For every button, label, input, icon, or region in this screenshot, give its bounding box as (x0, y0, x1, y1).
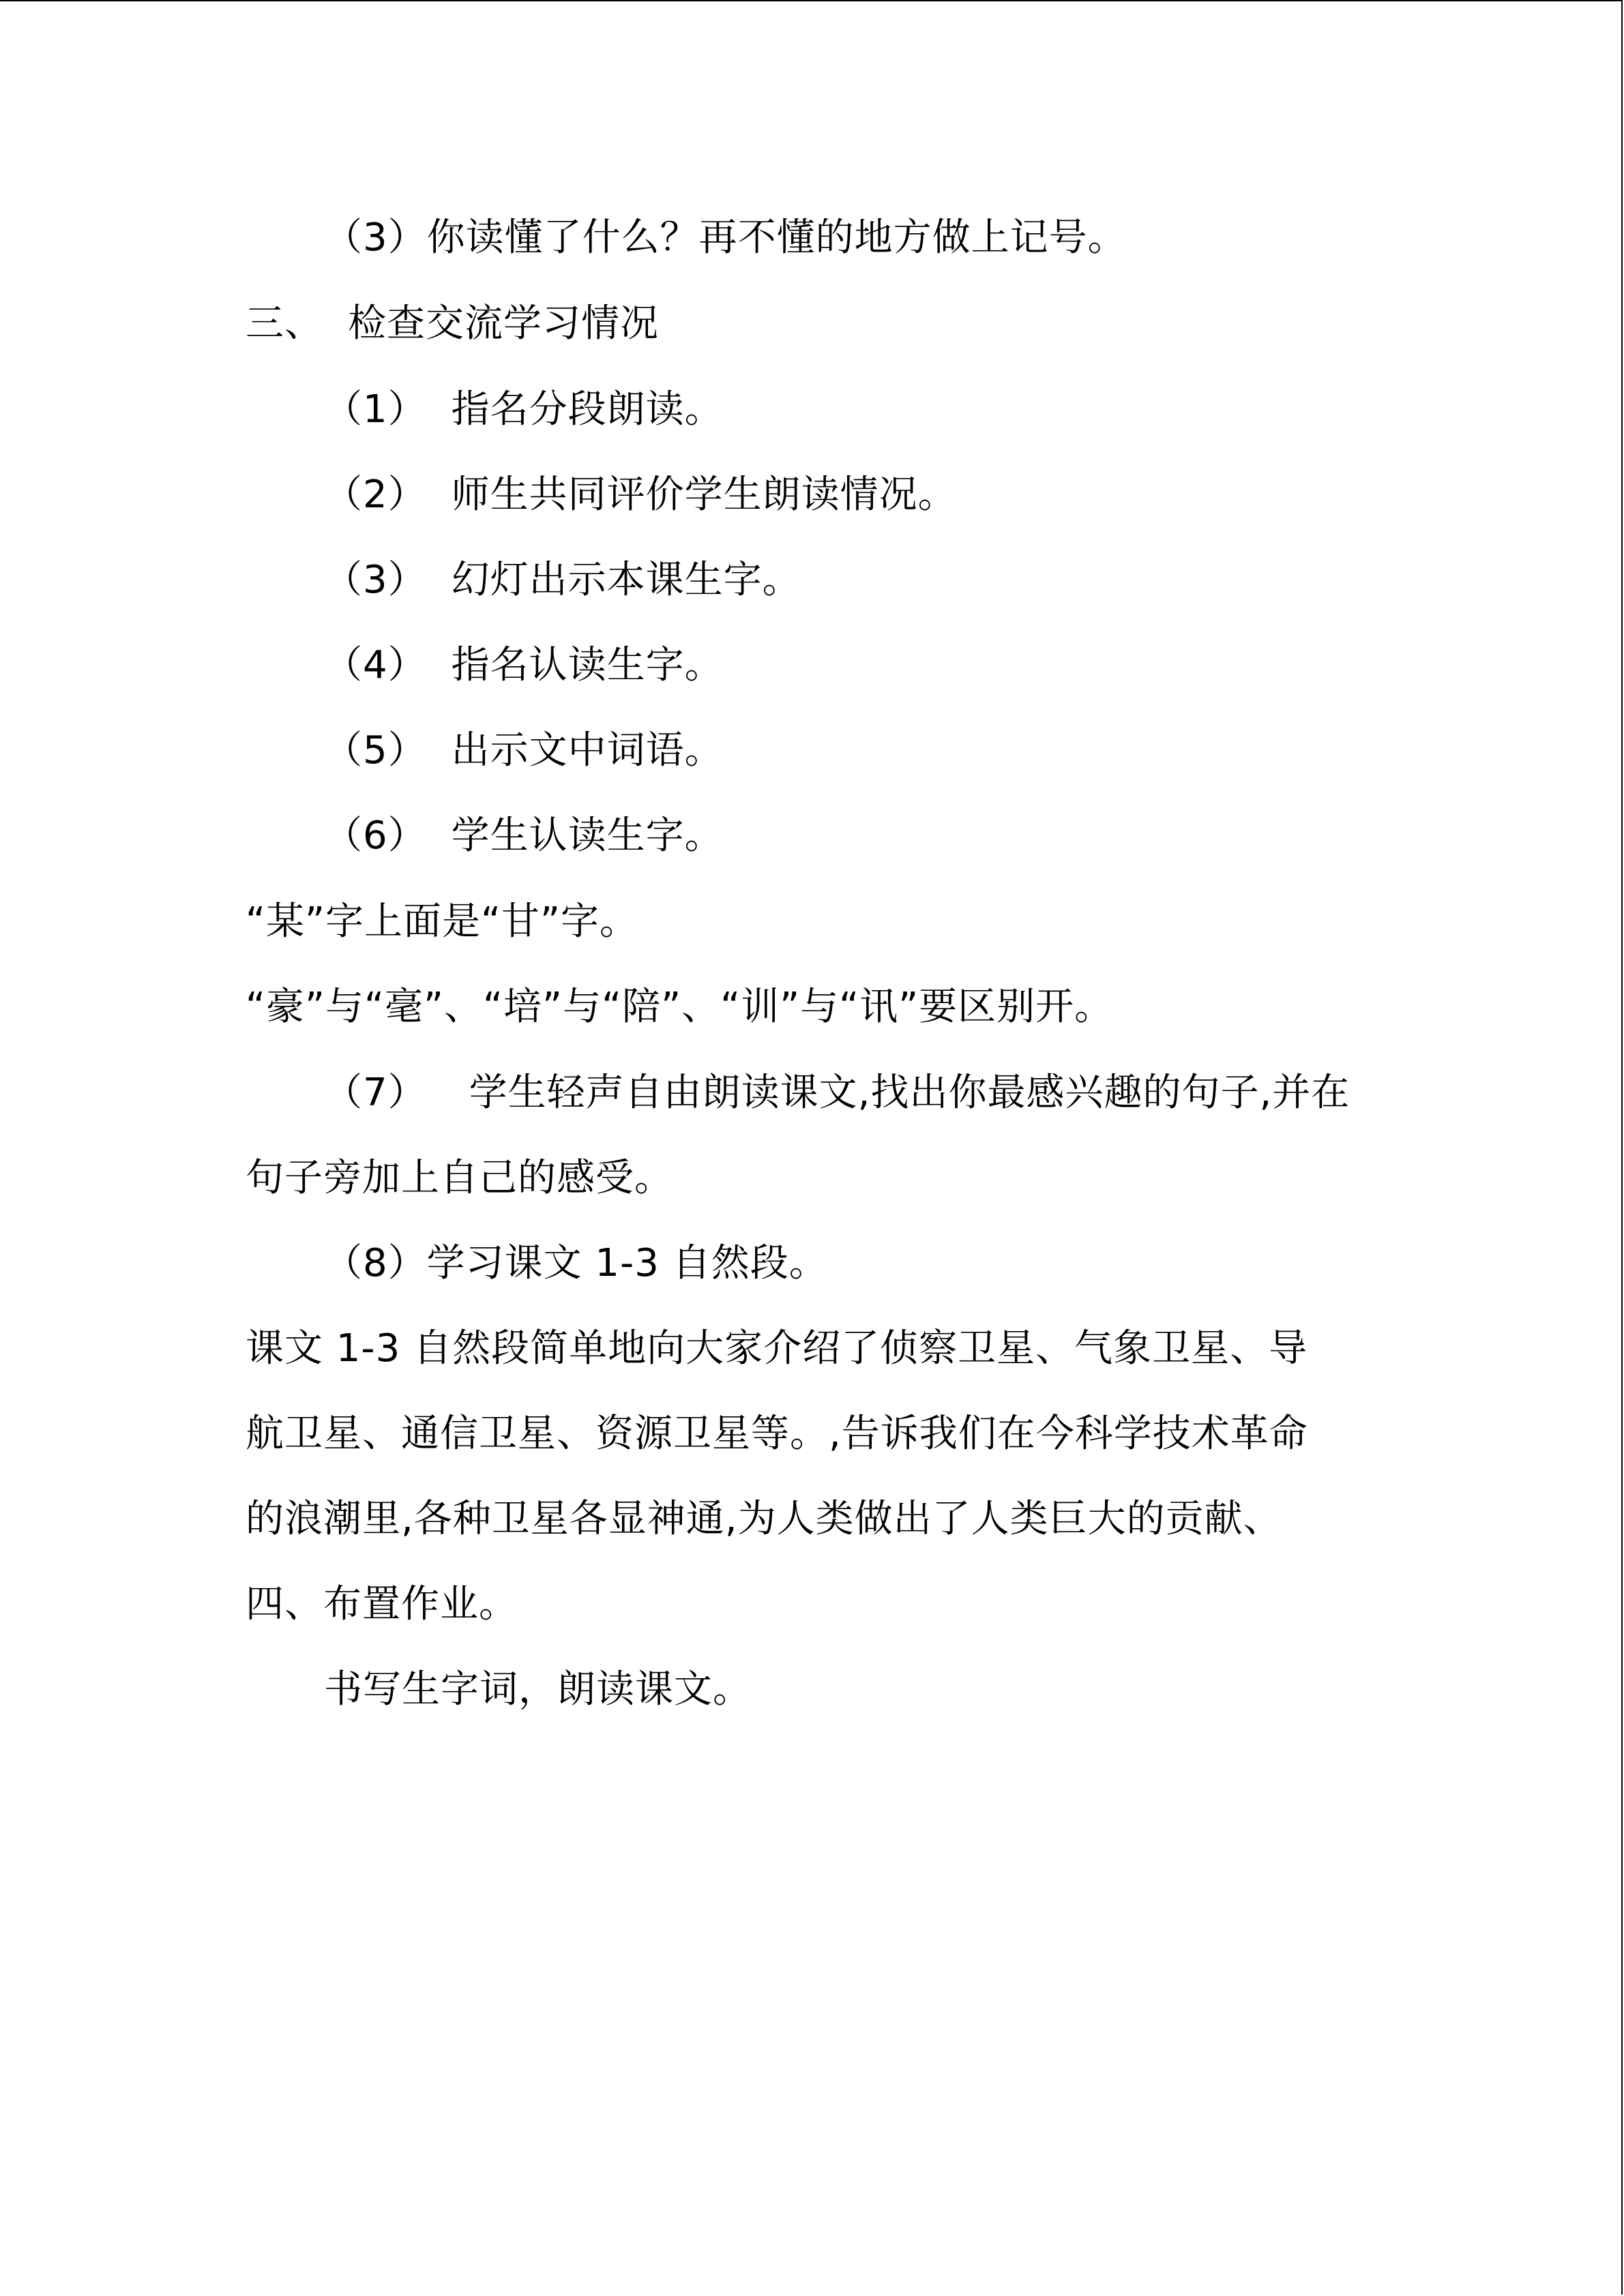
doc-line-character-note (246, 897, 638, 946)
item-text: 出示文中词语。 (451, 728, 724, 773)
heading-text: 检查交流学习情况 (348, 301, 659, 346)
doc-line-distinguish-note (246, 983, 1113, 1032)
doc-item-2 (324, 471, 957, 520)
line-text: 课文 1-3 自然段简单地向大家介绍了侦察卫星、气象卫星、导 (246, 1326, 1308, 1371)
doc-paragraph-line-2 (246, 1410, 1308, 1459)
item-marker: （6） (324, 814, 427, 858)
line-text: 书写生字词，朗读课文。 (324, 1667, 752, 1712)
doc-item-7 (324, 1069, 1350, 1118)
line-text: “豪”与“毫”、“培”与“陪”、“训”与“讯”要区别开。 (246, 985, 1114, 1029)
section-marker: 三、 (246, 301, 323, 346)
line-text: “某”字上面是“甘”字。 (246, 899, 639, 944)
doc-item-1 (324, 385, 724, 434)
line-text: 航卫星、通信卫星、资源卫星等。,告诉我们在今科学技术革命 (246, 1412, 1308, 1456)
line-text: 句子旁加上自己的感受。 (246, 1156, 673, 1200)
doc-item-6 (324, 811, 724, 861)
doc-item-4 (324, 641, 724, 690)
doc-heading-section-4 (246, 1580, 518, 1629)
item-text: 幻灯出示本课生字。 (451, 558, 801, 602)
item-marker: （7） (324, 1071, 427, 1115)
doc-line-homework (324, 1665, 752, 1714)
item-text: 指名认读生字。 (451, 643, 724, 687)
item-marker: （5） (324, 728, 427, 773)
item-text: 学生轻声自由朗读课文,找出你最感兴趣的句子,并在 (469, 1071, 1350, 1115)
item-marker: （1） (324, 387, 427, 432)
doc-line-reading-question (324, 213, 1127, 263)
line-text: （3）你读懂了什么？再不懂的地方做上记号。 (324, 215, 1127, 260)
item-text: 师生共同评价学生朗读情况。 (451, 473, 957, 517)
doc-item-3 (324, 556, 801, 605)
heading-text: 四、布置作业。 (246, 1582, 518, 1626)
doc-item-8 (324, 1239, 828, 1288)
line-text: 的浪潮里,各种卫星各显神通,为人类做出了人类巨大的贡献、 (246, 1497, 1282, 1541)
item-text: 学生认读生字。 (451, 814, 724, 858)
line-text: （8）学习课文 1-3 自然段。 (324, 1241, 828, 1285)
item-text: 指名分段朗读。 (451, 387, 724, 432)
doc-heading-section-3 (246, 299, 659, 348)
item-marker: （2） (324, 473, 427, 517)
doc-paragraph-line-3 (246, 1495, 1282, 1544)
doc-item-5 (324, 726, 724, 775)
doc-line-item-7-continued (246, 1154, 673, 1203)
item-marker: （4） (324, 643, 427, 687)
doc-paragraph-line-1 (246, 1324, 1308, 1373)
item-marker: （3） (324, 558, 427, 602)
